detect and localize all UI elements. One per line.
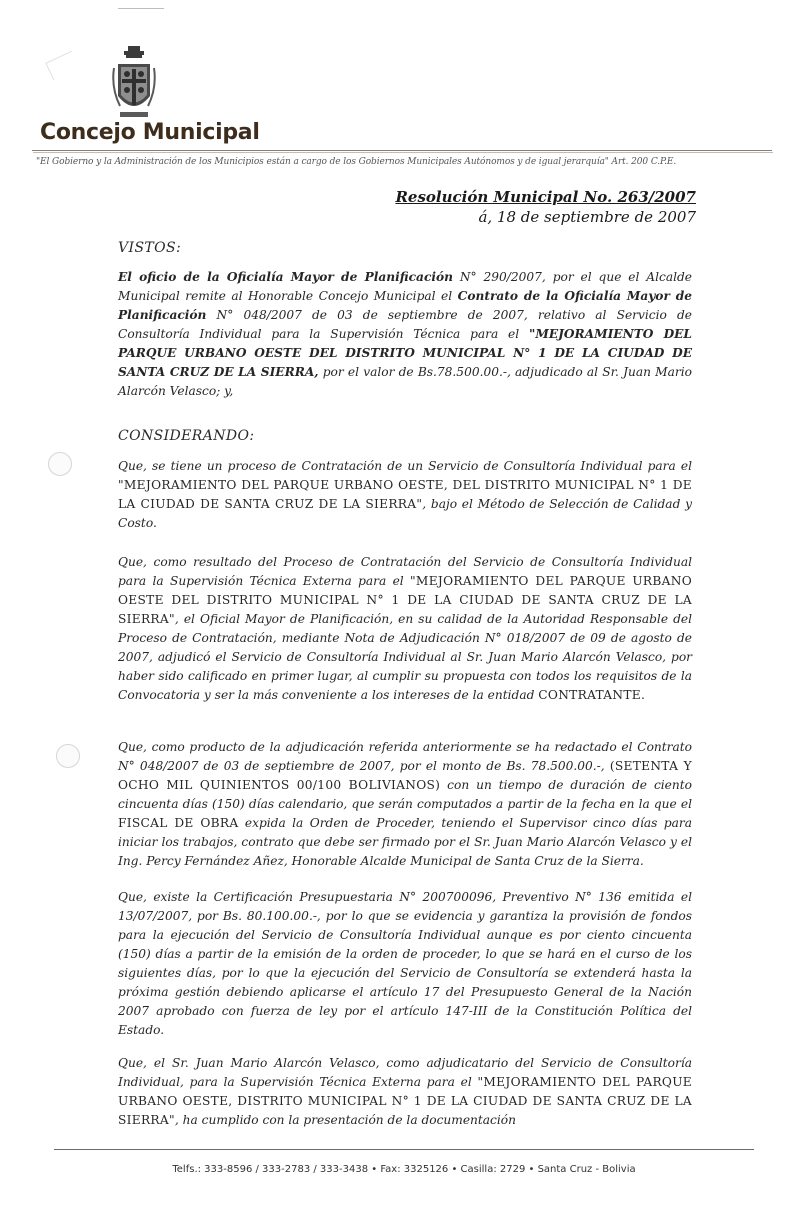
motto: "El Gobierno y la Administración de los Municipios están a cargo de los Gobiernos Municipales Autónomos y de igual jerarquía" Art. 200 C.P.E. [36,157,677,167]
considerando-paragraph-4 [118,888,692,1040]
header-divider [33,152,773,153]
text: N° 290/2007, por el que el Alcalde Municipal remite al Honorable Concejo Municipal el [118,270,693,303]
coat-of-arms-icon [112,44,156,124]
punch-hole [56,744,80,768]
text: Que, se tiene un proceso de Contratación de un Servicio de Consultoría Individual para el [118,459,692,473]
text: , ha cumplido con la presentación de la documentación [174,1113,516,1127]
text-caps: "MEJORAMIENTO DEL PARQUE URBANO OESTE, DISTRITO MUNICIPAL N° 1 DE LA CIUDAD DE SANTA CRUZ DE LA SIERRA" [118,1075,692,1127]
header-divider [32,150,772,151]
considerando-paragraph-3 [118,738,692,871]
organization-name: Concejo Municipal [40,120,260,145]
vistos-paragraph [118,268,692,401]
scan-artifact [45,51,79,80]
text: N° 048/2007 de 03 de septiembre de 2007, relativo al Servicio de Consultoría Individual para la Supervisión Técnica para el [118,308,692,341]
text: Que, existe la Certificación Presupuestaria N° 200700096, Preventivo N° 136 emitida el 13/07/2007, por Bs. 80.100.00.-, por lo que se evidencia y garantiza la provisión de fondos para la ejecución del Servicio de Consultoría Individual aunque es por ciento cincuenta (150) días a partir de la emisión de la orden de proceder, lo que se hará en el curso de los siguientes días, por lo que la ejecución del Servicio de Consultoría se extenderá hasta la próxima gestión debiendo aplicarse el artículo 17 del Presupuesto General de la Nación 2007 aprobado con fuerza de ley por el artículo 147-III de la Constitución Política del Estado. [118,890,692,1037]
text-caps: (SETENTA Y OCHO MIL QUINIENTOS 00/100 BOLIVIANOS) [118,759,692,792]
considerando-paragraph-5 [118,1054,692,1130]
text: , bajo el Método de Selección de Calidad y Costo. [118,497,692,530]
vistos-heading: VISTOS: [118,240,182,256]
text: Que, como producto de la adjudicación referida anteriormente se ha redactado el Contrato N° 048/2007 de 03 de septiembre de 2007, por el monto de Bs. 78.500.00.-, [118,740,692,773]
text-caps: CONTRATANTE. [538,688,646,702]
text-bold: "MEJORAMIENTO DEL PARQUE URBANO OESTE DEL DISTRITO MUNICIPAL N° 1 DE LA CIUDAD DE SANTA CRUZ DE LA SIERRA, [118,327,692,379]
text: , el Oficial Mayor de Planificación, en su calidad de la Autoridad Responsable del Proceso de Contratación, mediante Nota de Adjudicación N° 018/2007 de 09 de agosto de 2007, adjudicó el Servicio de Consultoría Individual al Sr. Juan Mario Alarcón Velasco, por haber sido calificado en primer lugar, al cumplir su propuesta con todos los requisitos de la Convocatoria y ser la más conveniente a los intereses de la entidad [118,612,692,702]
text-bold: El oficio de la Oficialía Mayor de Planificación [118,270,453,284]
considerando-heading: CONSIDERANDO: [118,428,255,444]
text: por el valor de Bs.78.500.00.-, adjudicado al Sr. Juan Mario Alarcón Velasco; y, [118,365,692,398]
resolution-date: á, 18 de septiembre de 2007 [478,208,696,226]
text-bold: Contrato de la Oficialía Mayor de Planificación [118,289,692,322]
text-caps: "MEJORAMIENTO DEL PARQUE URBANO OESTE DEL DISTRITO MUNICIPAL N° 1 DE LA CIUDAD DE SANTA CRUZ DE LA SIERRA" [118,574,692,626]
punch-hole [48,452,72,476]
text: expida la Orden de Proceder, teniendo el Supervisor cinco días para iniciar los trabajos, contrato que debe ser firmado por el Sr. Juan Mario Alarcón Velasco y el Ing. Percy Fernández Añez, Honorable Alcalde Municipal de Santa Cruz de la Sierra. [118,816,692,868]
considerando-paragraph-1 [118,457,692,533]
text: con un tiempo de duración de ciento cincuenta días (150) días calendario, que serán computados a partir de la fecha en la que el [118,778,692,811]
resolution-number: Resolución Municipal No. 263/2007 [395,188,696,206]
scan-artifact [118,8,164,9]
text-caps: FISCAL DE OBRA [118,816,239,830]
text-caps: "MEJORAMIENTO DEL PARQUE URBANO OESTE, DEL DISTRITO MUNICIPAL N° 1 DE LA CIUDAD DE SANTA CRUZ DE LA SIERRA" [118,478,692,511]
considerando-paragraph-2 [118,553,692,705]
footer-divider [54,1149,754,1150]
footer-contact: Telfs.: 333-8596 / 333-2783 / 333-3438 • Fax: 3325126 • Casilla: 2729 • Santa Cruz - Bolivia [172,1164,636,1175]
text: Que, como resultado del Proceso de Contratación del Servicio de Consultoría Individual para la Supervisión Técnica Externa para el [118,555,692,588]
text: Que, el Sr. Juan Mario Alarcón Velasco, como adjudicatario del Servicio de Consultoría Individual, para la Supervisión Técnica Externa para el [118,1056,692,1089]
